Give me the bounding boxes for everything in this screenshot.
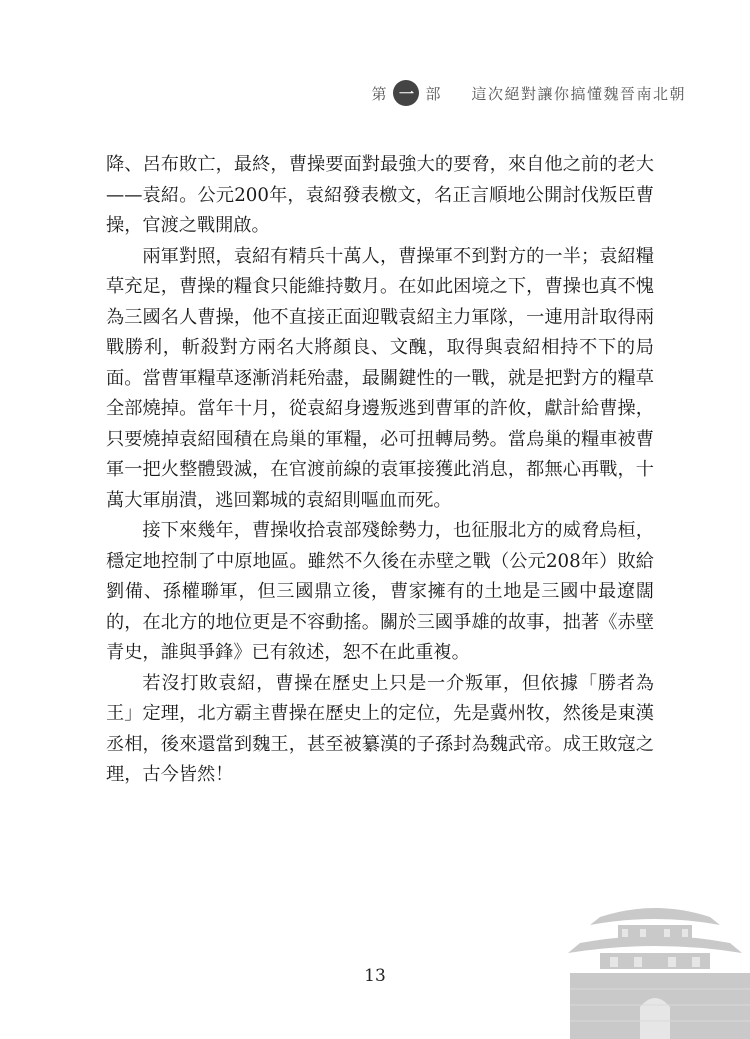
paragraph: 若沒打敗袁紹，曹操在歷史上只是一介叛軍，但依據「勝者為王」定理，北方霸主曹操在歷史上的定位，先是冀州牧，然後是東漢丞相，後來還當到魏王，甚至被纂漢的子孫封為魏武帝。成王敗寇之理，古今皆然！ <box>106 672 654 785</box>
paragraph: 接下來幾年，曹操收拾袁部殘餘勢力，也征服北方的威脅烏桓，穩定地控制了中原地區。雖然不久後在赤壁之戰（公元208年）敗給劉備、孫權聯軍，但三國鼎立後，曹家擁有的土地是三國中最遼闊的，在北方的地位更是不容動搖。關於三國爭雄的故事，拙著《赤壁青史，誰與爭鋒》已有敘述，恕不在此重複。 <box>106 520 654 663</box>
part-prefix: 第 <box>371 84 388 103</box>
book-title: 這次絕對讓你搞懂魏晉南北朝 <box>471 84 686 103</box>
gate-tower-illustration-icon <box>560 889 750 1039</box>
part-number-badge: 一 <box>393 80 419 106</box>
page-number: 13 <box>364 966 386 986</box>
paragraph: 降、呂布敗亡，最終，曹操要面對最強大的要脅，來自他之前的老大——袁紹。公元200年，袁紹發表檄文，名正言順地公開討伐叛臣曹操，官渡之戰開啟。 <box>106 154 654 236</box>
paragraph: 兩軍對照，袁紹有精兵十萬人，曹操軍不到對方的一半；袁紹糧草充足，曹操的糧食只能維持數月。在如此困境之下，曹操也真不愧為三國名人曹操，他不直接正面迎戰袁紹主力軍隊，一連用計取得兩戰勝利，斬殺對方兩名大將顏良、文醜，取得與袁紹相持不下的局面。當曹軍糧草逐漸消耗殆盡，最關鍵性的一戰，就是把對方的糧草全部燒掉。當年十月，從袁紹身邊叛逃到曹軍的許攸，獻計給曹操，只要燒掉袁紹囤積在烏巢的軍糧，必可扭轉局勢。當烏巢的糧車被曹軍一把火整體毀滅，在官渡前線的袁軍接獲此消息，都無心再戰，十萬大軍崩潰，逃回鄴城的袁紹則嘔血而死。 <box>106 245 654 511</box>
body-text <box>106 150 654 791</box>
part-suffix: 部 <box>425 84 442 103</box>
running-header <box>371 80 686 106</box>
